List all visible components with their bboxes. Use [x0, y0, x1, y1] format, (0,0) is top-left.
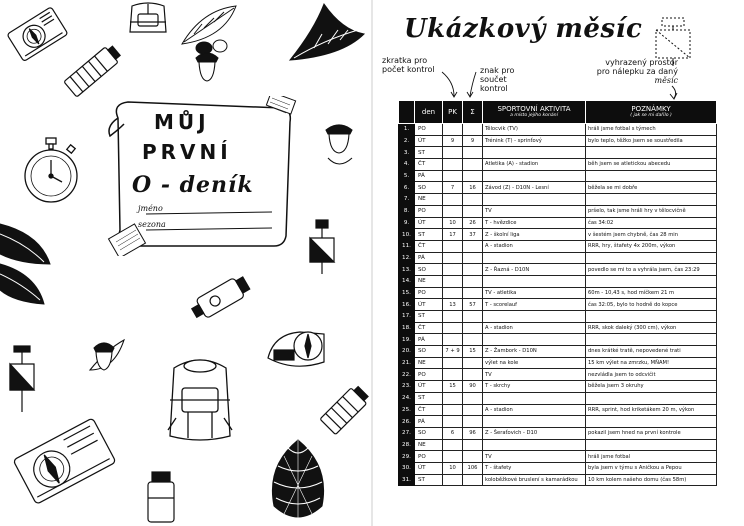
row-activity: [483, 439, 586, 451]
row-sum: [463, 240, 483, 252]
annotation-sticker-space: vyhrazený prostor pro nálepku za daný měsíc: [596, 58, 678, 85]
table-row: [399, 299, 717, 311]
cover-title-line-3: O - deník: [132, 172, 254, 198]
table-row: [399, 322, 717, 334]
row-activity: T - skrchy: [483, 381, 586, 393]
row-note: běh jsem se atletickou abecedu: [586, 159, 717, 171]
row-controls: [443, 334, 463, 346]
row-controls: [443, 404, 463, 416]
month-page: [372, 0, 744, 526]
row-controls: [443, 205, 463, 217]
row-activity: A - stadion: [483, 404, 586, 416]
row-sum: [463, 439, 483, 451]
row-sum: 106: [463, 462, 483, 474]
table-row: [399, 451, 717, 463]
row-sum: [463, 264, 483, 276]
cover-title-card: [102, 96, 297, 256]
row-sum: [463, 275, 483, 287]
row-controls: [443, 369, 463, 381]
table-row: [399, 252, 717, 264]
row-activity: TV: [483, 205, 586, 217]
row-day: ČT: [415, 240, 443, 252]
backpack-icon: [160, 352, 240, 444]
row-day: ST: [415, 229, 443, 241]
row-day: PÁ: [415, 416, 443, 428]
row-activity: A - stadion: [483, 322, 586, 334]
row-date: 28.: [399, 439, 415, 451]
row-controls: [443, 170, 463, 182]
row-note: [586, 147, 717, 159]
row-note: nezvládla jsem to odcvičit: [586, 369, 717, 381]
row-day: SO: [415, 264, 443, 276]
row-day: SO: [415, 182, 443, 194]
row-note: byla jsem v týmu s Aničkou a Pepou: [586, 462, 717, 474]
row-controls: [443, 275, 463, 287]
row-day: ČT: [415, 322, 443, 334]
row-controls: 15: [443, 381, 463, 393]
row-day: PO: [415, 369, 443, 381]
si-chip-icon: [316, 380, 372, 444]
row-sum: 96: [463, 427, 483, 439]
row-activity: [483, 392, 586, 404]
row-activity: koloběžkové bruslení s kamarádkou: [483, 474, 586, 486]
row-activity: Z - Šeraťovich - D10: [483, 427, 586, 439]
row-date: 14.: [399, 275, 415, 287]
row-day: NE: [415, 275, 443, 287]
row-day: PO: [415, 205, 443, 217]
row-day: PÁ: [415, 334, 443, 346]
table-row: [399, 170, 717, 182]
row-activity: T - scorelauf: [483, 299, 586, 311]
row-date: 27.: [399, 427, 415, 439]
row-sum: [463, 416, 483, 428]
row-date: 8.: [399, 205, 415, 217]
cover-title-line-1: MŮJ: [154, 110, 210, 134]
row-note: čas 34:02: [586, 217, 717, 229]
row-controls: 17: [443, 229, 463, 241]
row-controls: [443, 147, 463, 159]
backpack-icon: [126, 2, 170, 36]
row-date: 23.: [399, 381, 415, 393]
table-row: [399, 416, 717, 428]
row-controls: [443, 439, 463, 451]
row-controls: [443, 252, 463, 264]
row-sum: [463, 451, 483, 463]
name-field-label: jméno: [138, 204, 163, 213]
row-note: v šestém jsem chybně, čas 28 min: [586, 229, 717, 241]
row-day: PÁ: [415, 170, 443, 182]
annotation-arrows: [372, 0, 744, 104]
row-day: NE: [415, 194, 443, 206]
row-day: ÚT: [415, 299, 443, 311]
table-row: [399, 427, 717, 439]
table-row: [399, 462, 717, 474]
row-note: [586, 252, 717, 264]
row-activity: Z - Řazná - D10N: [483, 264, 586, 276]
row-date: 26.: [399, 416, 415, 428]
row-date: 4.: [399, 159, 415, 171]
control-flag-icon: [302, 218, 342, 276]
row-controls: 6: [443, 427, 463, 439]
row-day: NE: [415, 439, 443, 451]
row-day: ÚT: [415, 381, 443, 393]
si-chip-icon: [54, 40, 128, 104]
table-row: [399, 474, 717, 486]
row-sum: [463, 392, 483, 404]
row-day: ST: [415, 311, 443, 323]
row-date: 31.: [399, 474, 415, 486]
row-activity: A - stadion: [483, 240, 586, 252]
row-note: pršelo, tak jsme hráli hry v tělocvičně: [586, 205, 717, 217]
row-controls: [443, 416, 463, 428]
row-controls: 7 + 9: [443, 346, 463, 358]
row-activity: TV: [483, 451, 586, 463]
table-row: [399, 217, 717, 229]
table-row: [399, 334, 717, 346]
row-sum: 26: [463, 217, 483, 229]
row-note: [586, 439, 717, 451]
row-note: pokazil jsem hned na první kontrole: [586, 427, 717, 439]
row-date: 19.: [399, 334, 415, 346]
row-activity: výlet na kole: [483, 357, 586, 369]
row-sum: [463, 322, 483, 334]
row-day: PÁ: [415, 252, 443, 264]
table-row: [399, 369, 717, 381]
row-sum: [463, 357, 483, 369]
header-sum: Σ: [463, 101, 483, 124]
row-day: NE: [415, 357, 443, 369]
row-controls: 13: [443, 299, 463, 311]
row-sum: [463, 334, 483, 346]
row-date: 22.: [399, 369, 415, 381]
control-flag-icon: [4, 344, 40, 414]
row-date: 1.: [399, 124, 415, 136]
row-controls: [443, 194, 463, 206]
row-activity: Z - školní liga: [483, 229, 586, 241]
row-day: SO: [415, 427, 443, 439]
row-controls: [443, 392, 463, 404]
row-activity: Závod (Z) - D10N - Lesní: [483, 182, 586, 194]
month-title: Ukázkový měsíc: [404, 14, 643, 44]
table-row: [399, 346, 717, 358]
row-controls: [443, 474, 463, 486]
row-sum: [463, 147, 483, 159]
row-activity: [483, 170, 586, 182]
table-row: [399, 404, 717, 416]
row-note: [586, 170, 717, 182]
table-row: [399, 357, 717, 369]
row-day: ST: [415, 474, 443, 486]
row-note: čas 32:05, bylo to hodně do kopce: [586, 299, 717, 311]
row-activity: Z - Žambork - D10N: [483, 346, 586, 358]
table-row: [399, 240, 717, 252]
row-activity: [483, 275, 586, 287]
row-note: 60m - 10,43 s, hod míčkem 21 m: [586, 287, 717, 299]
table-row: [399, 182, 717, 194]
row-controls: [443, 240, 463, 252]
row-sum: 9: [463, 135, 483, 147]
row-note: [586, 311, 717, 323]
row-sum: [463, 194, 483, 206]
row-day: ČT: [415, 404, 443, 416]
row-date: 12.: [399, 252, 415, 264]
table-row: [399, 205, 717, 217]
row-sum: 57: [463, 299, 483, 311]
row-activity: T - štafety: [483, 462, 586, 474]
pine-cone-icon: [258, 436, 338, 526]
row-date: 11.: [399, 240, 415, 252]
row-day: ÚT: [415, 135, 443, 147]
stopwatch-icon: [20, 136, 82, 206]
row-date: 25.: [399, 404, 415, 416]
leaf-icon: [0, 214, 56, 314]
row-note: RRR, skok daleký (300 cm), výkon: [586, 322, 717, 334]
row-day: PO: [415, 287, 443, 299]
header-notes: POZNÁMKY ( jak se mi dařilo ): [586, 101, 717, 124]
row-sum: [463, 369, 483, 381]
table-row: [399, 264, 717, 276]
row-controls: 10: [443, 217, 463, 229]
row-controls: [443, 287, 463, 299]
cover-title-line-2: PRVNÍ: [142, 140, 232, 164]
row-note: povedlo se mi to a vyhrála jsem, čas 23:29: [586, 264, 717, 276]
compass-icon: [10, 412, 120, 512]
table-row: [399, 392, 717, 404]
table-row: [399, 311, 717, 323]
monthly-log-table: [398, 100, 717, 486]
row-sum: [463, 287, 483, 299]
row-note: běžela se mi dobře: [586, 182, 717, 194]
row-note: hráli jsme fotbal s týmech: [586, 124, 717, 136]
row-note: hráli jsme fotbal: [586, 451, 717, 463]
row-date: 21.: [399, 357, 415, 369]
row-note: [586, 392, 717, 404]
row-controls: 9: [443, 135, 463, 147]
table-row: [399, 229, 717, 241]
row-note: [586, 275, 717, 287]
table-header-row: [399, 101, 717, 124]
row-note: 10 km kolem našeho domu (čas 58m): [586, 474, 717, 486]
row-day: ČT: [415, 159, 443, 171]
row-sum: [463, 159, 483, 171]
row-controls: [443, 357, 463, 369]
row-sum: [463, 474, 483, 486]
row-day: ST: [415, 392, 443, 404]
thumb-compass-icon: [264, 314, 336, 376]
row-controls: [443, 264, 463, 276]
acorn-icon: [322, 120, 356, 172]
row-note: 15 km výlet na zmrzku, MŇAM!: [586, 357, 717, 369]
row-controls: 7: [443, 182, 463, 194]
row-date: 16.: [399, 299, 415, 311]
table-row: [399, 275, 717, 287]
row-sum: 15: [463, 346, 483, 358]
row-controls: [443, 159, 463, 171]
season-field-label: sezona: [138, 220, 166, 229]
row-sum: 90: [463, 381, 483, 393]
header-date: [399, 101, 415, 124]
table-row: [399, 135, 717, 147]
row-controls: [443, 451, 463, 463]
row-date: 7.: [399, 194, 415, 206]
row-day: ST: [415, 147, 443, 159]
row-note: [586, 334, 717, 346]
row-activity: [483, 147, 586, 159]
row-date: 13.: [399, 264, 415, 276]
row-day: SO: [415, 346, 443, 358]
table-row: [399, 124, 717, 136]
row-date: 17.: [399, 311, 415, 323]
row-activity: TV - atletika: [483, 287, 586, 299]
row-activity: Trénink (T) - sprinťový: [483, 135, 586, 147]
row-note: [586, 194, 717, 206]
annotation-controls-abbrev: zkratka pro počet kontrol: [382, 56, 435, 74]
table-row: [399, 194, 717, 206]
row-sum: [463, 124, 483, 136]
row-activity: [483, 416, 586, 428]
header-day: den: [415, 101, 443, 124]
row-activity: TV: [483, 369, 586, 381]
row-date: 29.: [399, 451, 415, 463]
row-activity: [483, 311, 586, 323]
row-activity: [483, 194, 586, 206]
row-date: 10.: [399, 229, 415, 241]
row-date: 15.: [399, 287, 415, 299]
acorn-icon: [84, 330, 128, 382]
row-date: 18.: [399, 322, 415, 334]
table-row: [399, 381, 717, 393]
row-sum: 37: [463, 229, 483, 241]
row-date: 24.: [399, 392, 415, 404]
row-sum: [463, 252, 483, 264]
row-date: 30.: [399, 462, 415, 474]
row-note: RRR, sprint, hod kriketákem 20 m, výkon: [586, 404, 717, 416]
row-date: 9.: [399, 217, 415, 229]
row-sum: [463, 170, 483, 182]
table-row: [399, 287, 717, 299]
header-activity: SPORTOVNÍ AKTIVITA a místo jejího konání: [483, 101, 586, 124]
row-date: 3.: [399, 147, 415, 159]
annotation-sum-symbol: znak pro součet kontrol: [480, 66, 515, 93]
row-controls: [443, 322, 463, 334]
row-day: ÚT: [415, 217, 443, 229]
table-row: [399, 439, 717, 451]
table-row: [399, 159, 717, 171]
row-day: PO: [415, 451, 443, 463]
row-controls: [443, 311, 463, 323]
row-sum: [463, 311, 483, 323]
row-date: 20.: [399, 346, 415, 358]
row-day: PO: [415, 124, 443, 136]
header-controls: PK: [443, 101, 463, 124]
si-chip-icon: [188, 270, 256, 324]
row-note: bylo teplo, těžko jsem se soustředila: [586, 135, 717, 147]
row-activity: [483, 252, 586, 264]
row-sum: 16: [463, 182, 483, 194]
row-sum: [463, 404, 483, 416]
row-sum: [463, 205, 483, 217]
row-date: 6.: [399, 182, 415, 194]
row-date: 5.: [399, 170, 415, 182]
row-activity: Atletika (A) - stadion: [483, 159, 586, 171]
row-date: 2.: [399, 135, 415, 147]
row-note: [586, 416, 717, 428]
row-day: ÚT: [415, 462, 443, 474]
table-row: [399, 147, 717, 159]
row-activity: [483, 334, 586, 346]
acorn-icon: [192, 44, 222, 84]
leaf-icon: [284, 0, 370, 66]
row-note: dnes krátké tratě, nepovedené trati: [586, 346, 717, 358]
row-controls: [443, 124, 463, 136]
row-note: RRR, hry, štafety 4x 200m, výkon: [586, 240, 717, 252]
row-controls: 10: [443, 462, 463, 474]
si-chip-icon: [136, 468, 186, 526]
row-note: běžela jsem 3 okruhy: [586, 381, 717, 393]
row-activity: T - hvězdice: [483, 217, 586, 229]
row-activity: Tělocvik (TV): [483, 124, 586, 136]
